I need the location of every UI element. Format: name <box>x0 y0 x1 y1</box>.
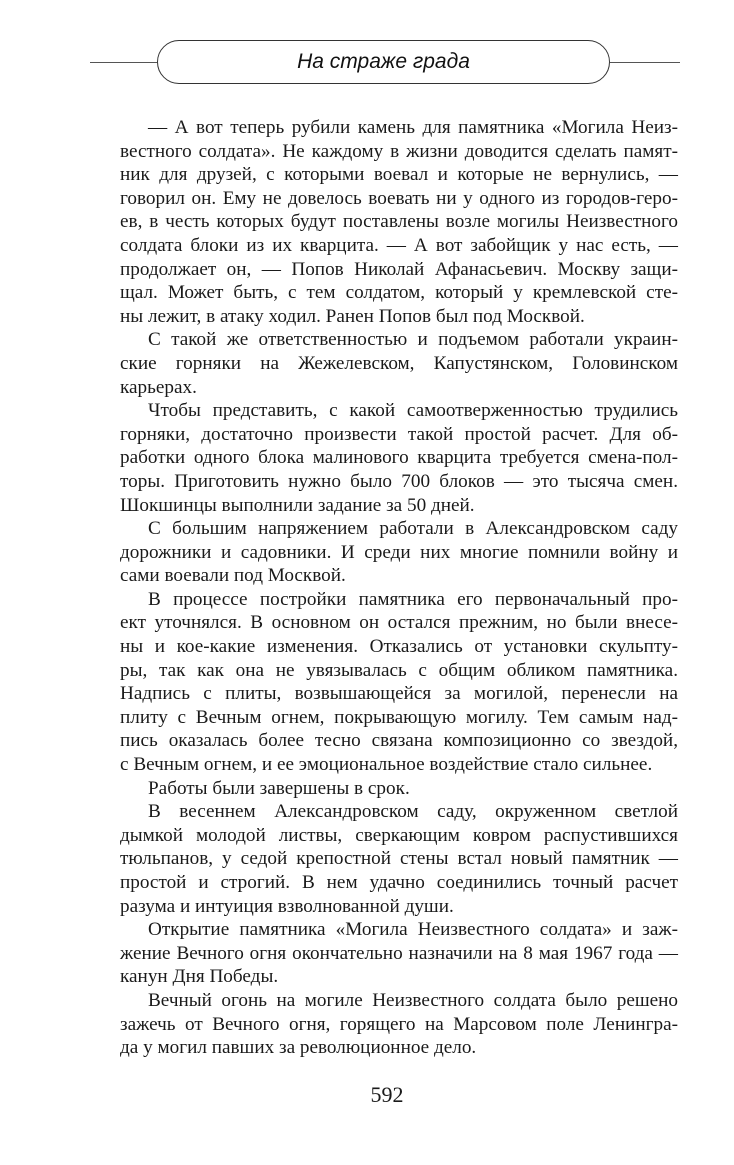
text-line: С большим напряжением работали в Александровском саду <box>148 518 678 540</box>
running-header <box>157 40 610 84</box>
text-line: дымкой молодой листвы, сверкающим ковром распустившихся <box>120 824 678 846</box>
paragraph <box>120 588 678 777</box>
text-line: ев, в честь которых будут поставлены возле могилы Неизвестного <box>120 211 678 233</box>
paragraph <box>120 517 678 588</box>
text-line: ект уточнялся. В основном он остался прежним, но были внесе- <box>120 612 678 634</box>
paragraph <box>120 328 678 399</box>
text-line: Надпись с плиты, возвышающейся за могилой, перенесли на <box>120 683 678 705</box>
text-line: ры, так как она не увязывалась с общим обликом памятника. <box>120 659 678 681</box>
text-line: Вечный огонь на могиле Неизвестного солдата было решено <box>148 989 678 1011</box>
paragraph <box>120 399 678 517</box>
text-line: продолжает он, — Попов Николай Афанасьевич. Москву защи- <box>120 258 678 280</box>
page-number: 592 <box>370 1082 404 1107</box>
text-line: да у могил павших за революционное дело. <box>120 1037 477 1059</box>
text-line: сами воевали под Москвой. <box>120 565 346 587</box>
text-line: щал. Может быть, с тем солдатом, который у кремлевской сте- <box>120 282 678 304</box>
text-line: солдата блоки из их кварцита. — А вот забойщик у нас есть, — <box>120 234 678 256</box>
text-line: карьерах. <box>120 376 197 398</box>
text-line: ник для друзей, с которыми воевал и которые не вернулись, — <box>120 164 678 186</box>
text-line: — А вот теперь рубили камень для памятника «Могила Неиз- <box>148 117 678 138</box>
text-line: ны лежит, в атаку ходил. Ранен Попов был под Москвой. <box>120 305 585 327</box>
text-line: работки одного блока малинового кварцита требуется смена-пол- <box>120 447 678 469</box>
text-line: С такой же ответственностью и подъемом работали украин- <box>148 329 678 351</box>
text-line: торы. Приготовить нужно было 700 блоков — это тысяча смен. <box>120 470 678 492</box>
text-line: простой и строгий. В нем удачно соединились точный расчет <box>120 872 678 893</box>
text-line: с Вечным огнем, и ее эмоциональное воздействие стало сильнее. <box>120 754 653 776</box>
header-rule-right <box>610 62 680 63</box>
text-line: пись оказалась более тесно связана композиционно со звездой, <box>120 730 678 752</box>
text-line: Открытие памятника «Могила Неизвестного солдата» и заж- <box>148 919 678 941</box>
paragraph <box>120 777 678 801</box>
text-line: ны и кое-какие изменения. Отказались от установки скульпту- <box>120 636 678 658</box>
body-text <box>120 116 678 1060</box>
text-line: тюльпанов, у седой крепостной стены встал новый памятник — <box>120 848 678 870</box>
running-header-title: На страже града <box>297 50 470 73</box>
text-line: говорил он. Ему не довелось воевать ни у одного из городов-геро- <box>120 187 678 209</box>
text-line: Чтобы представить, с какой самоотверженностью трудились <box>148 400 678 422</box>
text-line: В весеннем Александровском саду, окруженном светлой <box>148 801 678 823</box>
text-line: плиту с Вечным огнем, покрывающую могилу. Тем самым над- <box>120 706 678 728</box>
text-line: В процессе постройки памятника его первоначальный про- <box>148 588 678 610</box>
text-line: дорожники и садовники. И среди них многие помнили войну и <box>120 541 678 563</box>
text-line: вестного солдата». Не каждому в жизни доводится сделать памят- <box>120 140 678 162</box>
text-line: Шокшинцы выполнили задание за 50 дней. <box>120 494 475 516</box>
text-line: канун Дня Победы. <box>120 966 279 988</box>
header-rule-left <box>90 62 157 63</box>
text-line: Работы были завершены в срок. <box>148 777 410 799</box>
text-line: разума и интуиция взволнованной души. <box>120 895 454 917</box>
text-line: жение Вечного огня окончательно назначили на 8 мая 1967 года — <box>120 942 678 964</box>
text-line: горняки, достаточно произвести такой простой расчет. Для об- <box>120 423 678 445</box>
paragraph <box>120 989 678 1060</box>
paragraph <box>120 116 678 328</box>
text-line: зажечь от Вечного огня, горящего на Марсовом поле Ленингра- <box>120 1013 678 1035</box>
paragraph <box>120 800 678 918</box>
text-line: ские горняки на Жежелевском, Капустянском, Головинском <box>120 352 678 374</box>
paragraph <box>120 918 678 989</box>
